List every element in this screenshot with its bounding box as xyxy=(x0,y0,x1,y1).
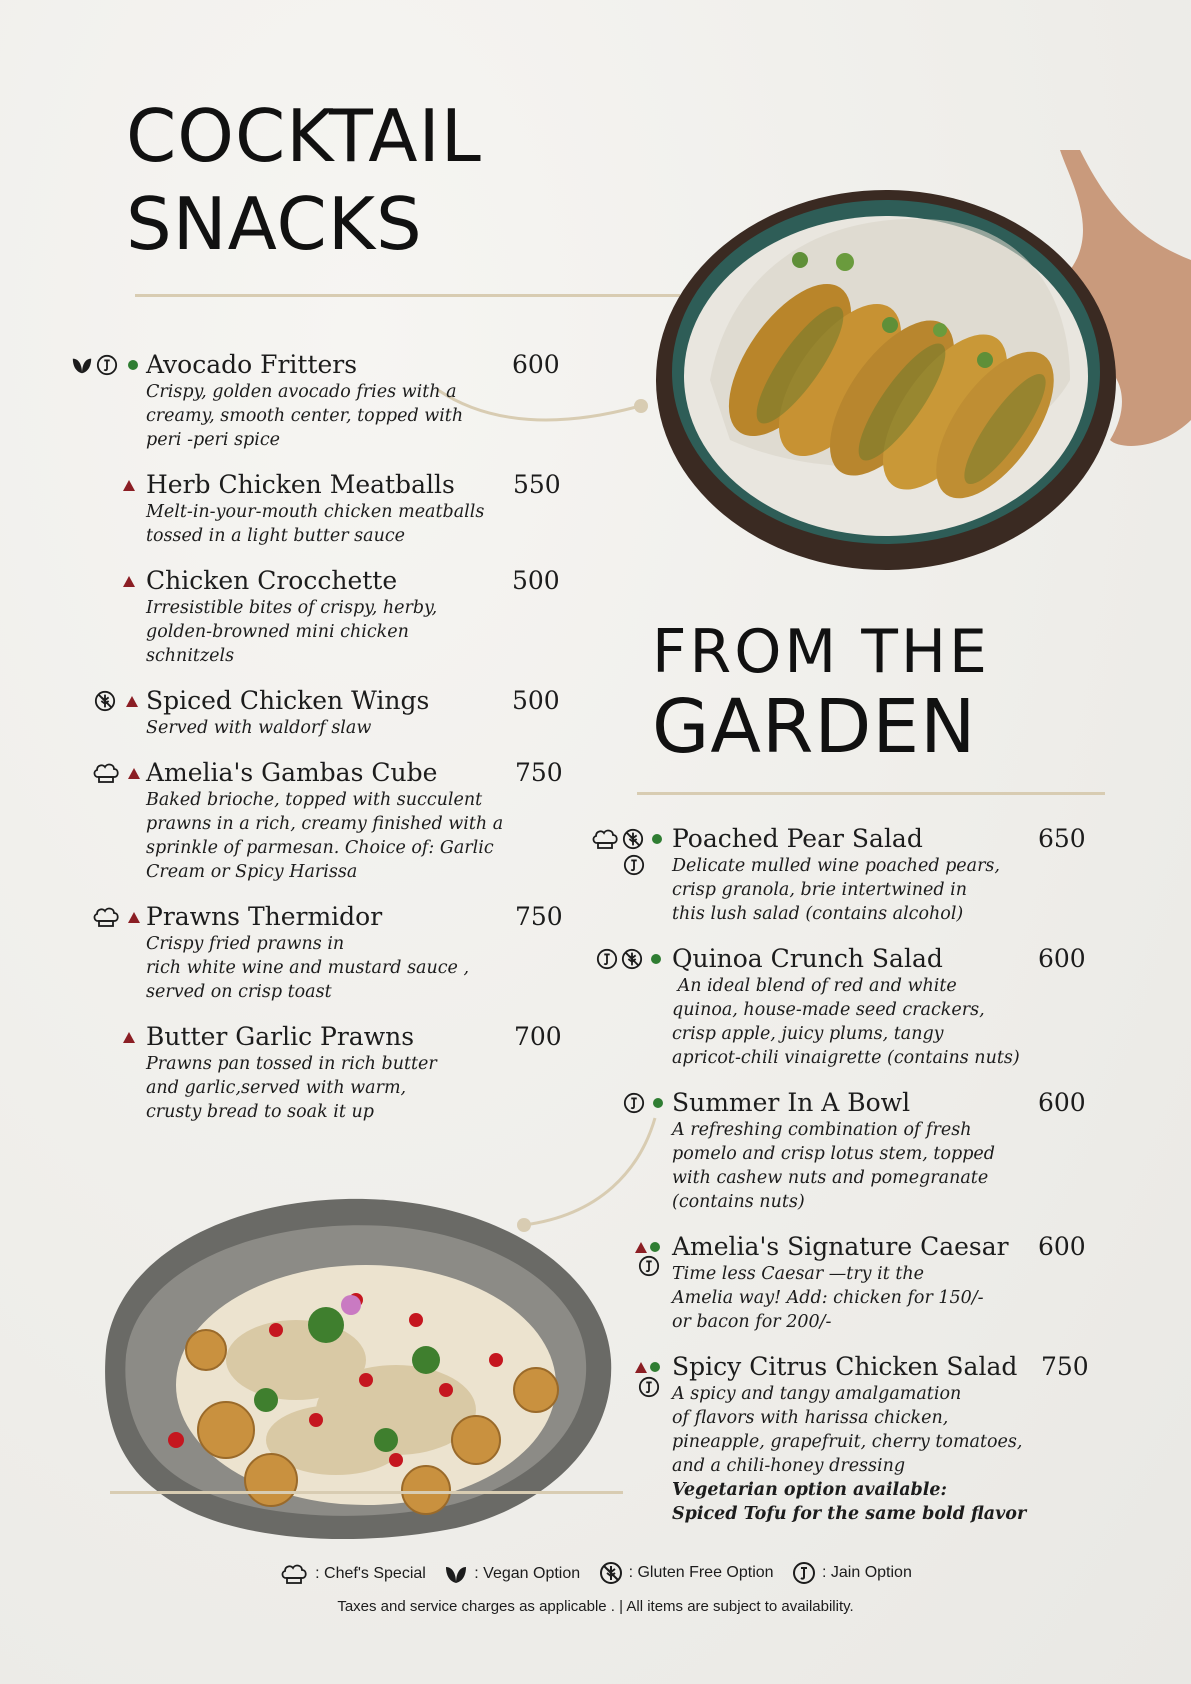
garden-title-line2: GARDEN xyxy=(652,684,977,770)
item-description: Served with waldorf slaw xyxy=(146,718,372,738)
item-price: 550 xyxy=(513,470,561,499)
item-description: Delicate mulled wine poached pears, crisp granola, brie intertwined in this lush salad (contains alcohol) xyxy=(672,856,1000,924)
gluten-free-icon xyxy=(621,948,643,970)
legend-chef xyxy=(279,1563,426,1585)
veg-dot-icon xyxy=(651,954,661,964)
item-name: Herb Chicken Meatballs xyxy=(146,470,455,499)
item-name: Summer In A Bowl xyxy=(672,1088,911,1117)
item-name: Spicy Citrus Chicken Salad xyxy=(672,1352,1018,1381)
chef-hat-icon xyxy=(279,1563,309,1585)
chef-hat-icon xyxy=(591,828,619,850)
item-price: 500 xyxy=(512,686,560,715)
item-markers xyxy=(92,761,140,785)
jain-icon xyxy=(623,854,645,876)
item-markers xyxy=(123,569,135,593)
item-name: Chicken Crocchette xyxy=(146,566,398,595)
veg-dot-icon xyxy=(650,1362,660,1372)
item-markers xyxy=(94,689,138,713)
jain-icon xyxy=(623,1092,645,1114)
non-veg-triangle-icon xyxy=(123,480,135,491)
item-markers-secondary xyxy=(638,1254,660,1278)
item-name: Spiced Chicken Wings xyxy=(146,686,430,715)
avocado-fritters-image xyxy=(640,150,1191,570)
summer-in-a-bowl-image xyxy=(96,1190,616,1550)
item-note: Vegetarian option available: xyxy=(672,1480,948,1500)
veg-dot-icon xyxy=(652,834,662,844)
item-markers xyxy=(591,827,662,851)
item-name: Avocado Fritters xyxy=(146,350,358,379)
item-name: Quinoa Crunch Salad xyxy=(672,944,943,973)
item-description: An ideal blend of red and white quinoa, house-made seed crackers, crisp apple, juicy plums, tangy apricot-chili vinaigrette (contains nuts) xyxy=(672,976,1020,1068)
legend-jain-label: : Jain Option xyxy=(822,1564,912,1581)
item-price: 600 xyxy=(1038,944,1086,973)
bottom-left-divider xyxy=(110,1491,623,1494)
item-description: Baked brioche, topped with succulent prawns in a rich, creamy finished with a sprinkle of parmesan. Choice of: Garlic Cream or Spicy Harissa xyxy=(146,790,504,882)
item-description: Prawns pan tossed in rich butter and garlic,served with warm, crusty bread to soak it up xyxy=(146,1054,437,1122)
item-name: Prawns Thermidor xyxy=(146,902,383,931)
item-price: 750 xyxy=(515,902,563,931)
vegan-leaf-icon xyxy=(71,354,93,376)
cocktail-divider xyxy=(135,294,680,297)
non-veg-triangle-icon xyxy=(123,576,135,587)
legend-gluten xyxy=(599,1561,774,1585)
item-name: Poached Pear Salad xyxy=(672,824,923,853)
item-markers xyxy=(596,947,661,971)
gluten-free-icon xyxy=(94,690,116,712)
non-veg-triangle-icon xyxy=(123,1032,135,1043)
item-description: Irresistible bites of crispy, herby, golden-browned mini chicken schnitzels xyxy=(146,598,438,666)
jain-icon xyxy=(596,948,618,970)
item-price: 650 xyxy=(1038,824,1086,853)
item-description: Melt-in-your-mouth chicken meatballs tossed in a light butter sauce xyxy=(146,502,485,546)
item-price: 600 xyxy=(1038,1088,1086,1117)
legend-vegan-label: : Vegan Option xyxy=(474,1565,581,1582)
jain-icon xyxy=(638,1255,660,1277)
item-name: Amelia's Signature Caesar xyxy=(672,1232,1009,1261)
legend-jain xyxy=(792,1561,912,1585)
item-description: A refreshing combination of fresh pomelo and crisp lotus stem, topped with cashew nuts and pomegranate (contains nuts) xyxy=(672,1120,995,1212)
item-price: 600 xyxy=(1038,1232,1086,1261)
item-markers xyxy=(123,473,135,497)
item-markers xyxy=(123,1025,135,1049)
item-description: A spicy and tangy amalgamation of flavors with harissa chicken, pineapple, grapefruit, cherry tomatoes, and a chili-honey dressing Vegetarian option available: Spiced Tofu for the same bold flavor xyxy=(672,1384,1027,1524)
item-description: Time less Caesar —try it the Amelia way! Add: chicken for 150/- or bacon for 200/- xyxy=(672,1264,984,1332)
item-markers xyxy=(92,905,140,929)
cocktail-title-line2: SNACKS xyxy=(126,182,423,266)
veg-dot-icon xyxy=(653,1098,663,1108)
jain-icon xyxy=(792,1561,816,1585)
non-veg-triangle-icon xyxy=(126,696,138,707)
item-price: 600 xyxy=(512,350,560,379)
veg-dot-icon xyxy=(128,360,138,370)
garden-title-line1: FROM THE xyxy=(652,617,990,687)
item-price: 750 xyxy=(1041,1352,1089,1381)
item-markers xyxy=(71,353,138,377)
jain-icon xyxy=(96,354,118,376)
jain-icon xyxy=(638,1376,660,1398)
item-name: Amelia's Gambas Cube xyxy=(146,758,438,787)
chef-hat-icon xyxy=(92,906,120,928)
item-note: Spiced Tofu for the same bold flavor xyxy=(672,1504,1027,1524)
item-description: Crispy, golden avocado fries with a creamy, smooth center, topped with peri -peri spice xyxy=(146,382,464,450)
item-price: 500 xyxy=(512,566,560,595)
item-price: 750 xyxy=(515,758,563,787)
gluten-free-icon xyxy=(622,828,644,850)
cocktail-title-line1: COCKTAIL xyxy=(126,94,482,178)
item-markers-secondary xyxy=(638,1375,660,1399)
non-veg-triangle-icon xyxy=(128,912,140,923)
non-veg-triangle-icon xyxy=(635,1362,647,1373)
chef-hat-icon xyxy=(92,762,120,784)
footnote: Taxes and service charges as applicable . | All items are subject to availability. xyxy=(337,1598,854,1615)
legend-gluten-label: : Gluten Free Option xyxy=(628,1564,774,1581)
item-price: 700 xyxy=(514,1022,562,1051)
legend-chef-label: : Chef's Special xyxy=(315,1565,426,1582)
gluten-free-icon xyxy=(599,1561,623,1585)
legend xyxy=(0,1561,1191,1590)
vegan-leaf-icon xyxy=(444,1563,468,1585)
item-markers xyxy=(623,1091,663,1115)
item-markers-secondary xyxy=(623,853,645,877)
garden-divider xyxy=(637,792,1105,795)
non-veg-triangle-icon xyxy=(635,1242,647,1253)
veg-dot-icon xyxy=(650,1242,660,1252)
non-veg-triangle-icon xyxy=(128,768,140,779)
item-description: Crispy fried prawns in rich white wine and mustard sauce , served on crisp toast xyxy=(146,934,470,1002)
legend-vegan xyxy=(444,1563,580,1585)
item-name: Butter Garlic Prawns xyxy=(146,1022,415,1051)
